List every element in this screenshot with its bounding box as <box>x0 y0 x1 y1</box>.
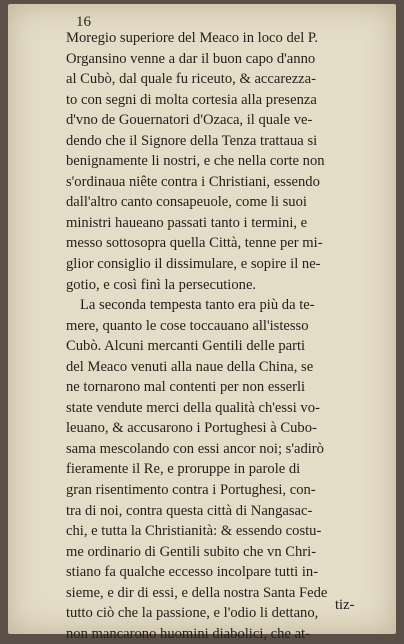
text-line: messo sottosopra quella Città, tenne per mi- <box>66 235 323 252</box>
text-line: tra di noi, contra questa città di Nangasac- <box>66 502 313 519</box>
text-line: Organsino venne a dar il buon capo d'anno <box>66 50 316 67</box>
book-page <box>8 4 396 642</box>
text-line: state vendute merci della qualità ch'essi vo- <box>66 399 320 416</box>
page-number: 16 <box>76 14 91 30</box>
text-line: ministri haueano passati tanto i termini, e <box>66 214 308 231</box>
text-line: tutto ciò che la passione, e l'odio li dettano, <box>66 605 319 622</box>
text-line: Cubò. Alcuni mercanti Gentili delle parti <box>66 338 306 355</box>
text-line: mere, quanto le cose toccauano all'istesso <box>66 317 309 334</box>
text-line: al Cubò, dal quale fu riceuto, & accarezza- <box>66 71 316 88</box>
text-line: sieme, e dir di essi, e della nostra Santa Fede <box>66 584 328 601</box>
text-line: dall'altro canto consapeuole, come li suoi <box>66 194 307 211</box>
text-line: Moregio superiore del Meaco in loco del P. <box>66 30 319 46</box>
body-text <box>66 28 366 644</box>
text-line: stiano fa qualche eccesso incolpare tutti in- <box>66 564 319 581</box>
paragraph-start-line: La seconda tempesta tanto era più da te- <box>80 297 315 314</box>
text-line: non mancarono huomini diabolici, che at- <box>66 625 310 642</box>
text-line: fieramente il Re, e proruppe in parole di <box>66 461 301 478</box>
text-line: chi, e tutta la Christianità: & essendo costu- <box>66 523 322 540</box>
text-line: sama mescolando con essi ancor noi; s'adirò <box>66 440 324 457</box>
text-line: me ordinario di Gentili subito che vn Chri- <box>66 543 317 560</box>
text-line: to con segni di molta cortesia alla presenza <box>66 91 317 108</box>
catchword: tiz- <box>335 597 355 613</box>
text-line: s'ordinaua niête contra i Christiani, essendo <box>66 173 320 190</box>
text-line: del Meaco venuti alla naue della China, se <box>66 358 314 375</box>
text-line: leuano, & accusarono i Portughesi à Cubo- <box>66 420 317 437</box>
text-line: gotio, e così finì la persecutione. <box>66 276 257 293</box>
text-line: d'vno de Gouernatori d'Ozaca, il quale ve- <box>66 112 313 129</box>
text-line: benignamente li nostri, e che nella corte non <box>66 153 325 170</box>
text-line: ne tornarono mal contenti per non esserli <box>66 379 306 396</box>
text-line: dendo che il Signore della Tenza trattaua si <box>66 132 318 149</box>
text-line: glior consiglio il dissimulare, e sopire il ne- <box>66 256 321 273</box>
text-line: gran risentimento contra i Portughesi, con- <box>66 482 316 499</box>
